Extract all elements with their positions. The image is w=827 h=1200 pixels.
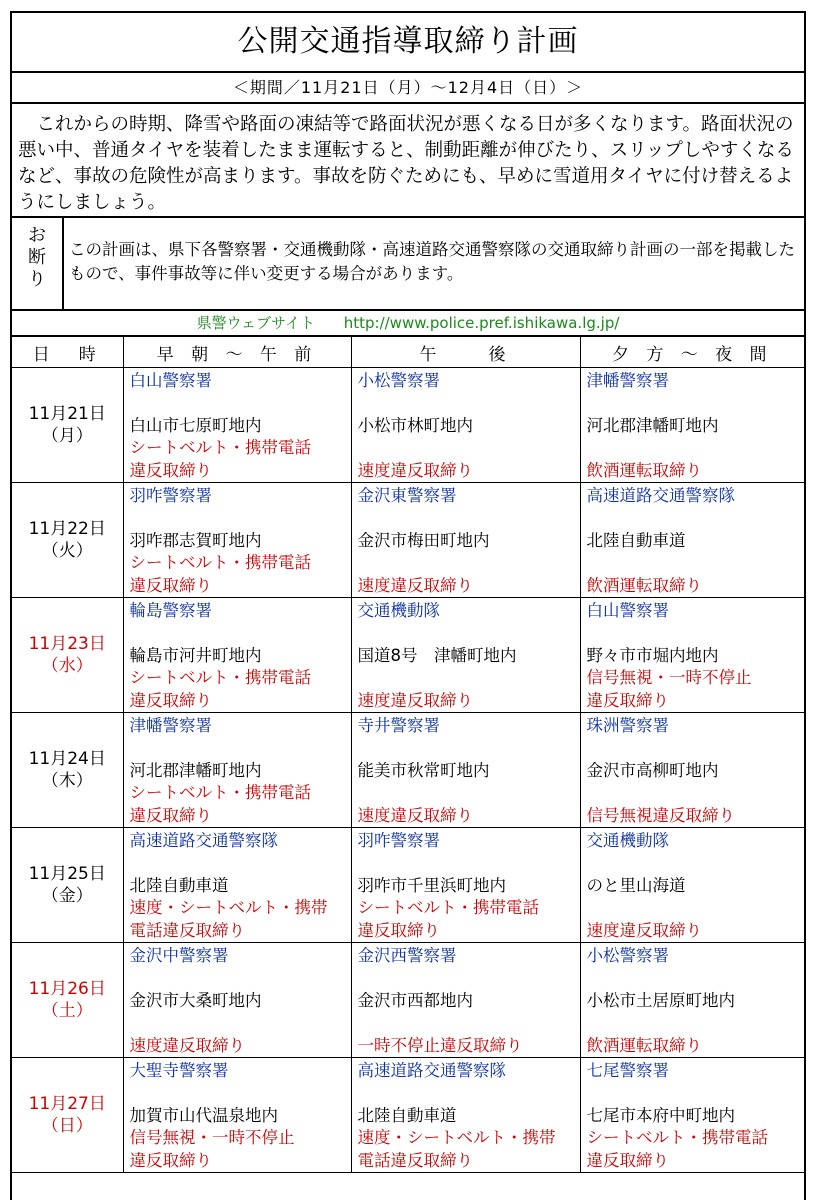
disclaimer-row — [12, 218, 804, 311]
police-office: 羽咋警察署 — [357, 831, 440, 850]
slot-cell-morning — [123, 598, 351, 713]
table-row — [12, 483, 804, 598]
location: 北陸自動車道 — [586, 530, 686, 550]
enforcement-type — [587, 897, 805, 920]
location: 小松市土居原町地内 — [586, 990, 735, 1010]
enforcement-type: シートベルト・携帯電話 — [357, 898, 539, 917]
slot-cell-evening — [580, 1058, 804, 1173]
location: 金沢市西都地内 — [357, 990, 473, 1010]
table-row — [12, 598, 804, 713]
enforcement-type: 速度違反取締り — [357, 575, 473, 595]
location: 金沢市梅田町地内 — [357, 530, 490, 550]
table-row — [12, 828, 804, 943]
enforcement-type: 速度違反取締り — [357, 690, 473, 710]
enforcement-type: 信号無視・一時不停止 — [129, 1128, 295, 1147]
location: 白山市七原町地内 — [129, 415, 262, 435]
enforcement-type: 違反取締り — [586, 690, 669, 710]
slot-cell-afternoon — [351, 598, 580, 713]
slot-cell-evening — [580, 368, 804, 483]
location: 河北郡津幡町地内 — [586, 415, 719, 435]
enforcement-type: シートベルト・携帯電話 — [129, 783, 311, 802]
slot-cell-morning — [123, 828, 351, 943]
enforcement-type: 電話違反取締り — [129, 920, 245, 940]
disclaimer-label: お 断 り — [12, 218, 64, 309]
police-office: 交通機動隊 — [586, 831, 669, 850]
table-row — [12, 1058, 804, 1173]
enforcement-type: 速度・シートベルト・携帯 — [129, 898, 328, 917]
date-cell: 11月21日 （月） — [12, 368, 123, 483]
police-office: 高速道路交通警察隊 — [586, 486, 735, 505]
slot-cell-afternoon — [351, 1058, 580, 1173]
enforcement-type: 速度違反取締り — [586, 920, 702, 940]
col-header-evening: 夕 方 ～ 夜 間 — [580, 337, 804, 368]
slot-cell-afternoon — [351, 713, 580, 828]
enforcement-type: 電話違反取締り — [357, 1150, 473, 1170]
enforcement-type: 違反取締り — [129, 690, 212, 710]
police-office: 津幡警察署 — [129, 716, 212, 735]
police-office: 小松警察署 — [357, 371, 440, 390]
website-label: 県警ウェブサイト — [196, 314, 315, 332]
enforcement-type — [587, 552, 805, 575]
police-office: 白山警察署 — [586, 601, 669, 620]
enforcement-type: 違反取締り — [129, 805, 212, 825]
date-cell: 11月22日 （火） — [12, 483, 123, 598]
enforcement-type: 違反取締り — [357, 920, 440, 940]
date-cell: 11月26日 （土） — [12, 943, 123, 1058]
enforcement-type: 飲酒運転取締り — [586, 1035, 702, 1055]
enforcement-type — [358, 667, 580, 690]
enforcement-type: 違反取締り — [129, 575, 212, 595]
slot-cell-afternoon — [351, 483, 580, 598]
location: 野々市市堀内地内 — [586, 645, 719, 665]
enforcement-type: 信号無視・一時不停止 — [586, 668, 752, 687]
location: 加賀市山代温泉地内 — [129, 1105, 278, 1125]
col-header-date: 日 時 — [12, 337, 123, 368]
police-office: 金沢東警察署 — [357, 486, 457, 505]
enforcement-type: 速度・シートベルト・携帯 — [357, 1128, 556, 1147]
slot-cell-evening — [580, 828, 804, 943]
location: のと里山海道 — [586, 875, 686, 895]
enforcement-type: 飲酒運転取締り — [586, 460, 702, 480]
enforcement-type — [358, 1012, 580, 1035]
location: 七尾市本府中町地内 — [586, 1105, 735, 1125]
enforcement-type: 一時不停止違反取締り — [357, 1035, 523, 1055]
police-office: 羽咋警察署 — [129, 486, 212, 505]
location: 小松市林町地内 — [357, 415, 473, 435]
police-office: 金沢中警察署 — [129, 946, 229, 965]
slot-cell-evening — [580, 598, 804, 713]
slot-cell-morning — [123, 483, 351, 598]
police-office: 金沢西警察署 — [357, 946, 457, 965]
period-line: ＜期間／11月21日（月）～12月4日（日）＞ — [12, 73, 804, 104]
slot-cell-morning — [123, 943, 351, 1058]
date-cell: 11月27日 （日） — [12, 1058, 123, 1173]
police-office: 寺井警察署 — [357, 716, 440, 735]
location: 羽咋市千里浜町地内 — [357, 875, 506, 895]
slot-cell-morning — [123, 368, 351, 483]
enforcement-type — [358, 782, 580, 805]
enforcement-type: 飲酒運転取締り — [586, 575, 702, 595]
location: 能美市秋常町地内 — [357, 760, 490, 780]
enforcement-type: シートベルト・携帯電話 — [586, 1128, 768, 1147]
website-link[interactable]: http://www.police.pref.ishikawa.lg.jp/ — [343, 314, 620, 332]
enforcement-type: シートベルト・携帯電話 — [129, 438, 311, 457]
police-office: 高速道路交通警察隊 — [357, 1061, 506, 1080]
police-office: 高速道路交通警察隊 — [129, 831, 278, 850]
enforcement-type — [130, 1012, 351, 1035]
date-cell: 11月24日 （木） — [12, 713, 123, 828]
police-office: 小松警察署 — [586, 946, 669, 965]
slot-cell-evening — [580, 713, 804, 828]
police-office: 大聖寺警察署 — [129, 1061, 229, 1080]
enforcement-type: 違反取締り — [129, 460, 212, 480]
location: 河北郡津幡町地内 — [129, 760, 262, 780]
enforcement-type — [587, 1012, 805, 1035]
location: 羽咋郡志賀町地内 — [129, 530, 262, 550]
police-office: 津幡警察署 — [586, 371, 669, 390]
police-office: 輪島警察署 — [129, 601, 212, 620]
location: 金沢市高柳町地内 — [586, 760, 719, 780]
date-cell: 11月23日 （水） — [12, 598, 123, 713]
enforcement-type: 違反取締り — [129, 1150, 212, 1170]
location: 国道8号 津幡町地内 — [357, 645, 517, 665]
police-office: 七尾警察署 — [586, 1061, 669, 1080]
location: 北陸自動車道 — [129, 875, 229, 895]
police-office: 珠洲警察署 — [586, 716, 669, 735]
table-row — [12, 368, 804, 483]
enforcement-type — [358, 437, 580, 460]
slot-cell-afternoon — [351, 368, 580, 483]
enforcement-type — [358, 552, 580, 575]
disclaimer-text: この計画は、県下各警察署・交通機動隊・高速道路交通警察隊の交通取締り計画の一部を掲載したもので、事件事故等に伴い変更する場合があります。 — [69, 240, 795, 283]
slot-cell-afternoon — [351, 828, 580, 943]
col-header-morning: 早 朝 ～ 午 前 — [123, 337, 351, 368]
col-header-afternoon: 午 後 — [351, 337, 580, 368]
enforcement-type: 速度違反取締り — [357, 805, 473, 825]
enforcement-type: シートベルト・携帯電話 — [129, 668, 311, 687]
date-cell: 11月25日 （金） — [12, 828, 123, 943]
intro-paragraph: これからの時期、降雪や路面の凍結等で路面状況が悪くなる日が多くなります。路面状況の悪い中、普通タイヤを装着したまま運転すると、制動距離が伸びたり、スリップしやすくなるなど、事故の危険性が高まります。事故を防ぐためにも、早めに雪道用タイヤに付け替えるようにしましょう。 — [12, 104, 804, 218]
enforcement-type: 違反取締り — [586, 1150, 669, 1170]
table-row — [12, 713, 804, 828]
slot-cell-morning — [123, 713, 351, 828]
enforcement-type: 信号無視違反取締り — [586, 805, 735, 825]
page-title: 公開交通指導取締り計画 — [12, 13, 804, 73]
enforcement-type: 速度違反取締り — [357, 460, 473, 480]
police-office: 白山警察署 — [129, 371, 212, 390]
slot-cell-morning — [123, 1058, 351, 1173]
schedule-table — [12, 337, 804, 1173]
slot-cell-evening — [580, 943, 804, 1058]
location: 輪島市河井町地内 — [129, 645, 262, 665]
enforcement-type: シートベルト・携帯電話 — [129, 553, 311, 572]
location: 北陸自動車道 — [357, 1105, 457, 1125]
enforcement-type — [587, 437, 805, 460]
website-row — [12, 311, 804, 337]
slot-cell-afternoon — [351, 943, 580, 1058]
schedule-document — [10, 11, 806, 1200]
police-office: 交通機動隊 — [357, 601, 440, 620]
location: 金沢市大桑町地内 — [129, 990, 262, 1010]
enforcement-type: 速度違反取締り — [129, 1035, 245, 1055]
enforcement-type — [587, 782, 805, 805]
table-header-row — [12, 337, 804, 368]
slot-cell-evening — [580, 483, 804, 598]
table-row — [12, 943, 804, 1058]
